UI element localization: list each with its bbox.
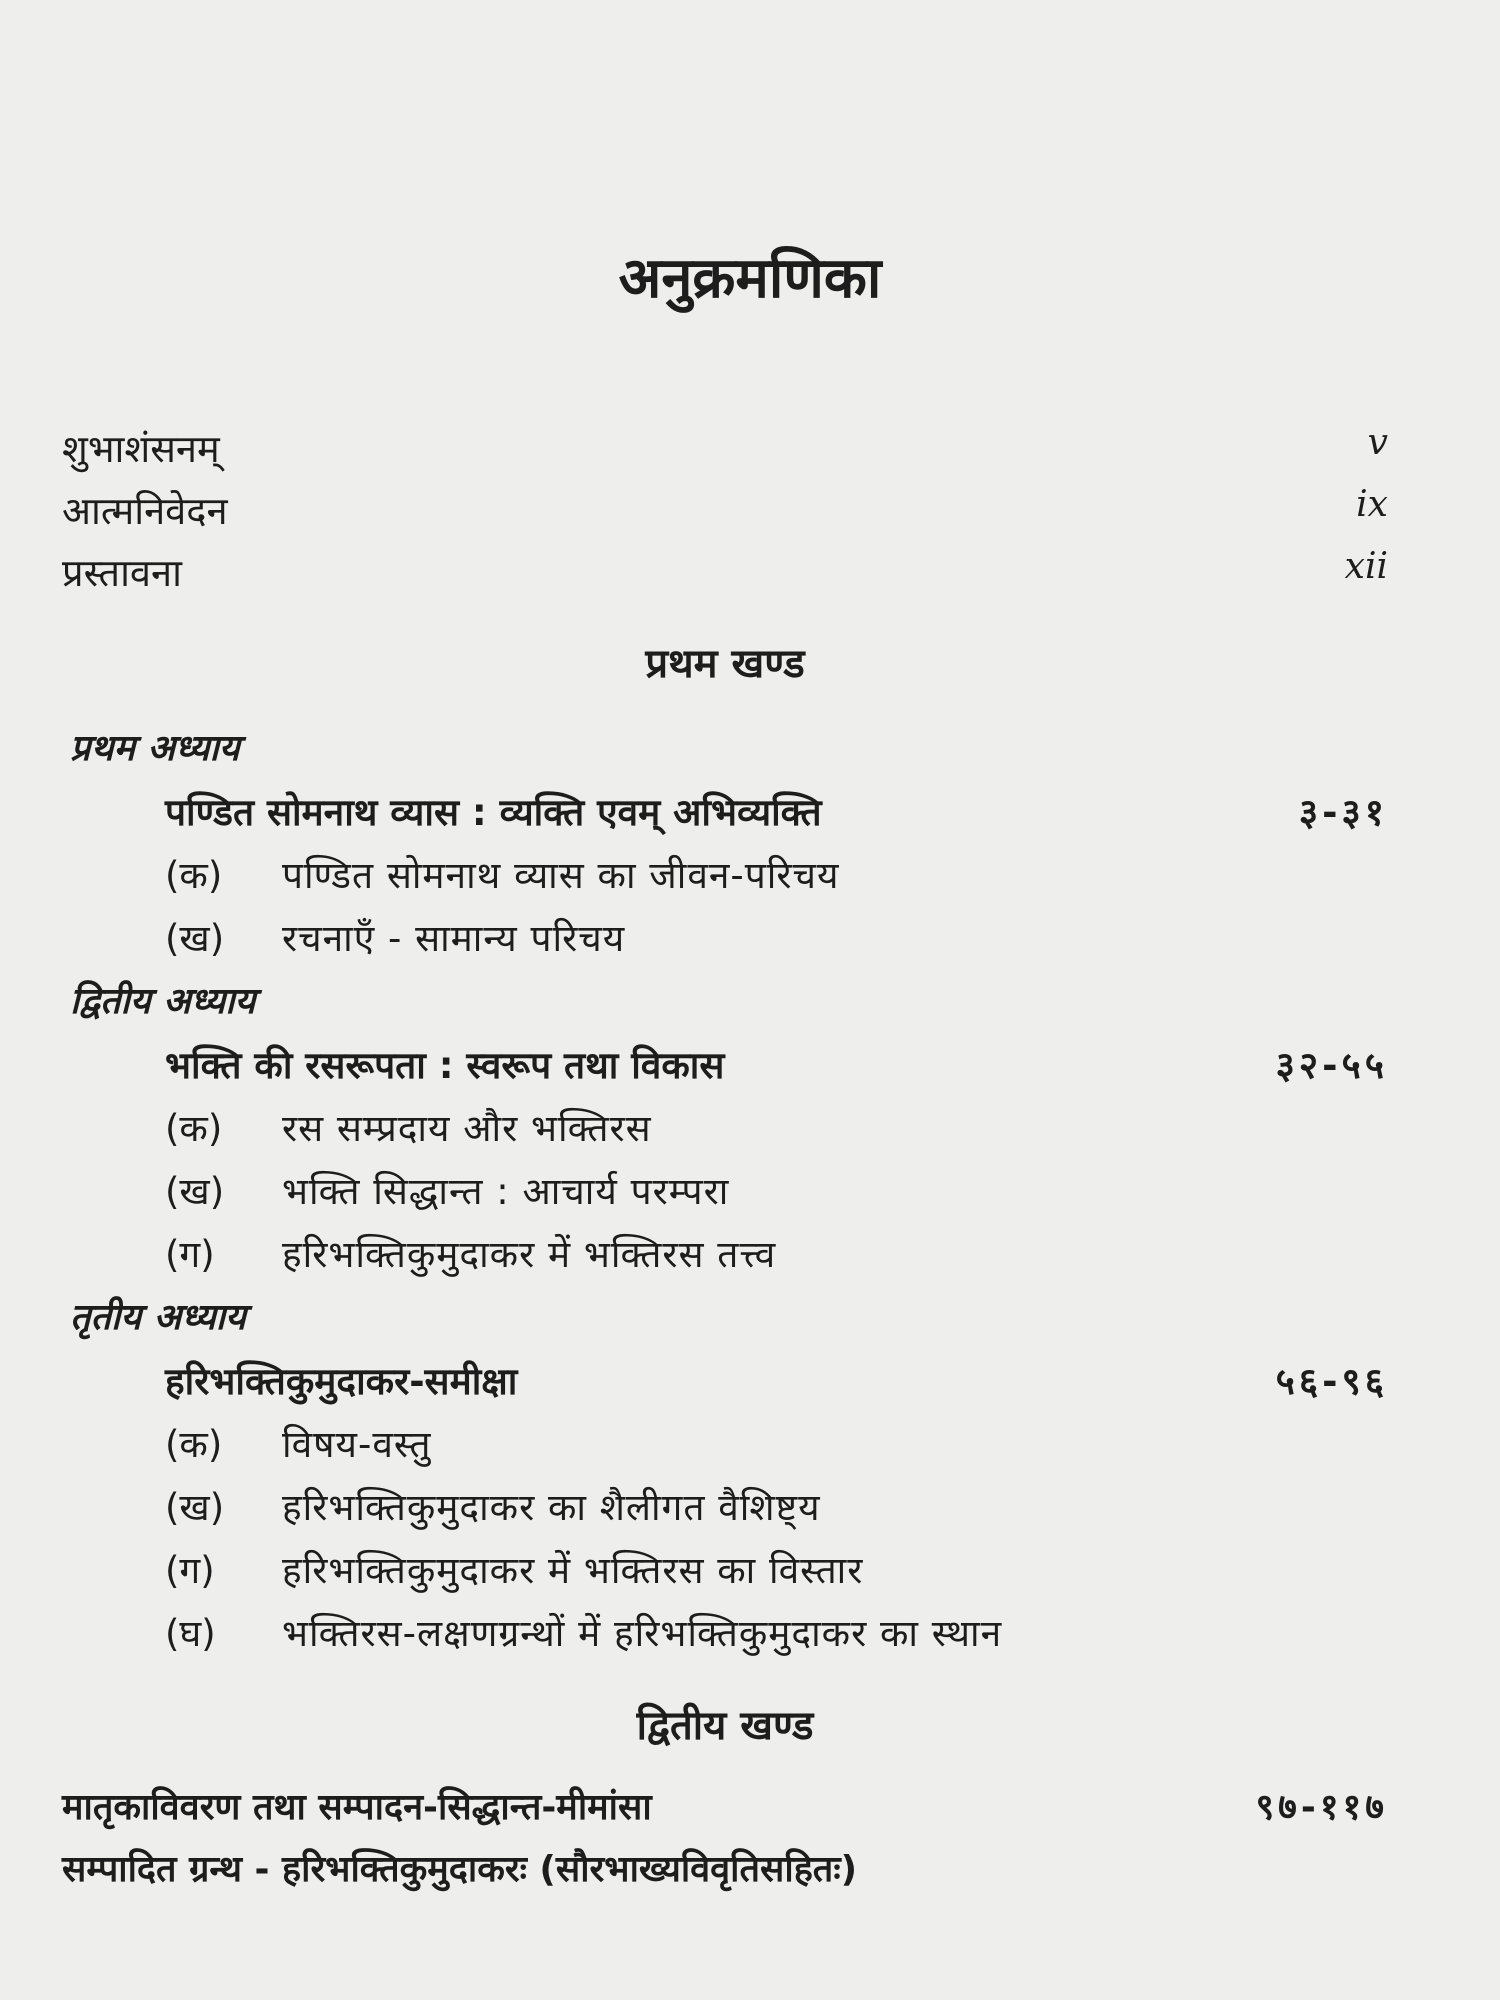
subsection-text: हरिभक्तिकुमुदाकर में भक्तिरस तत्त्व — [282, 1233, 777, 1276]
subsection-text: भक्ति सिद्धान्त : आचार्य परम्परा — [282, 1170, 730, 1213]
subsection-mark: (क) — [165, 1423, 223, 1466]
toc-entry-part2 — [0, 1781, 1500, 1841]
subsection — [0, 1417, 1500, 1477]
entry-pages: ९७-११७ — [1255, 1787, 1388, 1828]
chapter-title-row — [0, 1038, 1500, 1098]
subsection-text: हरिभक्तिकुमुदाकर का शैलीगत वैशिष्ट्य — [282, 1486, 821, 1529]
subsection — [0, 1606, 1500, 1666]
subsection-text: हरिभक्तिकुमुदाकर में भक्तिरस का विस्तार — [282, 1549, 864, 1592]
subsection-mark: (ख) — [165, 917, 225, 960]
toc-entry-front — [0, 484, 1500, 544]
subsection-mark: (क) — [165, 1107, 223, 1150]
subsection — [0, 911, 1500, 971]
chapter-number: द्वितीय अध्याय — [70, 981, 256, 1022]
subsection — [0, 1101, 1500, 1161]
subsection-text: रस सम्प्रदाय और भक्तिरस — [282, 1107, 652, 1150]
chapter-title-row — [0, 1354, 1500, 1414]
chapter-title: पण्डित सोमनाथ व्यास : व्यक्ति एवम् अभिव्यक्ति — [165, 791, 822, 834]
entry-label: आत्मनिवेदन — [62, 489, 228, 533]
subsection-mark: (घ) — [165, 1612, 216, 1655]
subsection-mark: (ख) — [165, 1486, 225, 1529]
entry-page: v — [1367, 422, 1388, 463]
entry-label: प्रस्तावना — [62, 551, 182, 595]
subsection-text: भक्तिरस-लक्षणग्रन्थों में हरिभक्तिकुमुदाकर का स्थान — [282, 1612, 1003, 1655]
subsection-mark: (ग) — [165, 1549, 215, 1592]
chapter-title-row — [0, 785, 1500, 845]
subsection-text: पण्डित सोमनाथ व्यास का जीवन-परिचय — [282, 854, 840, 897]
chapter-pages: ५६-९६ — [1275, 1360, 1388, 1403]
entry-label: मातृकाविवरण तथा सम्पादन-सिद्धान्त-मीमांसा — [62, 1787, 652, 1828]
subsection — [0, 848, 1500, 908]
chapter-number: तृतीय अध्याय — [70, 1297, 246, 1338]
subsection-text: रचनाएँ - सामान्य परिचय — [282, 917, 626, 960]
subsection-mark: (ग) — [165, 1233, 215, 1276]
subsection — [0, 1227, 1500, 1287]
chapter-pages: ३२-५५ — [1275, 1044, 1388, 1087]
entry-page: ix — [1356, 484, 1388, 525]
entry-label: शुभाशंसनम् — [62, 427, 220, 471]
subsection — [0, 1480, 1500, 1540]
page-title: अनुक्रमणिका — [618, 246, 882, 311]
entry-label: सम्पादित ग्रन्थ - हरिभक्तिकुमुदाकरः (सौरभाख्यविवृतिसहितः) — [62, 1849, 858, 1890]
entry-page: xii — [1344, 546, 1388, 587]
chapter-pages: ३-३१ — [1298, 791, 1388, 834]
toc-entry-front — [0, 422, 1500, 482]
part-heading: द्वितीय खण्ड — [636, 1703, 814, 1749]
toc-entry-front — [0, 546, 1500, 606]
subsection-mark: (ख) — [165, 1170, 225, 1213]
part-heading: प्रथम खण्ड — [645, 641, 805, 687]
subsection-text: विषय-वस्तु — [282, 1423, 432, 1466]
chapter-title: हरिभक्तिकुमुदाकर-समीक्षा — [165, 1360, 518, 1403]
chapter-title: भक्ति की रसरूपता : स्वरूप तथा विकास — [165, 1044, 725, 1087]
chapter-number: प्रथम अध्याय — [70, 728, 240, 769]
subsection — [0, 1543, 1500, 1603]
subsection-mark: (क) — [165, 854, 223, 897]
toc-entry-part2 — [0, 1843, 1500, 1903]
subsection — [0, 1164, 1500, 1224]
